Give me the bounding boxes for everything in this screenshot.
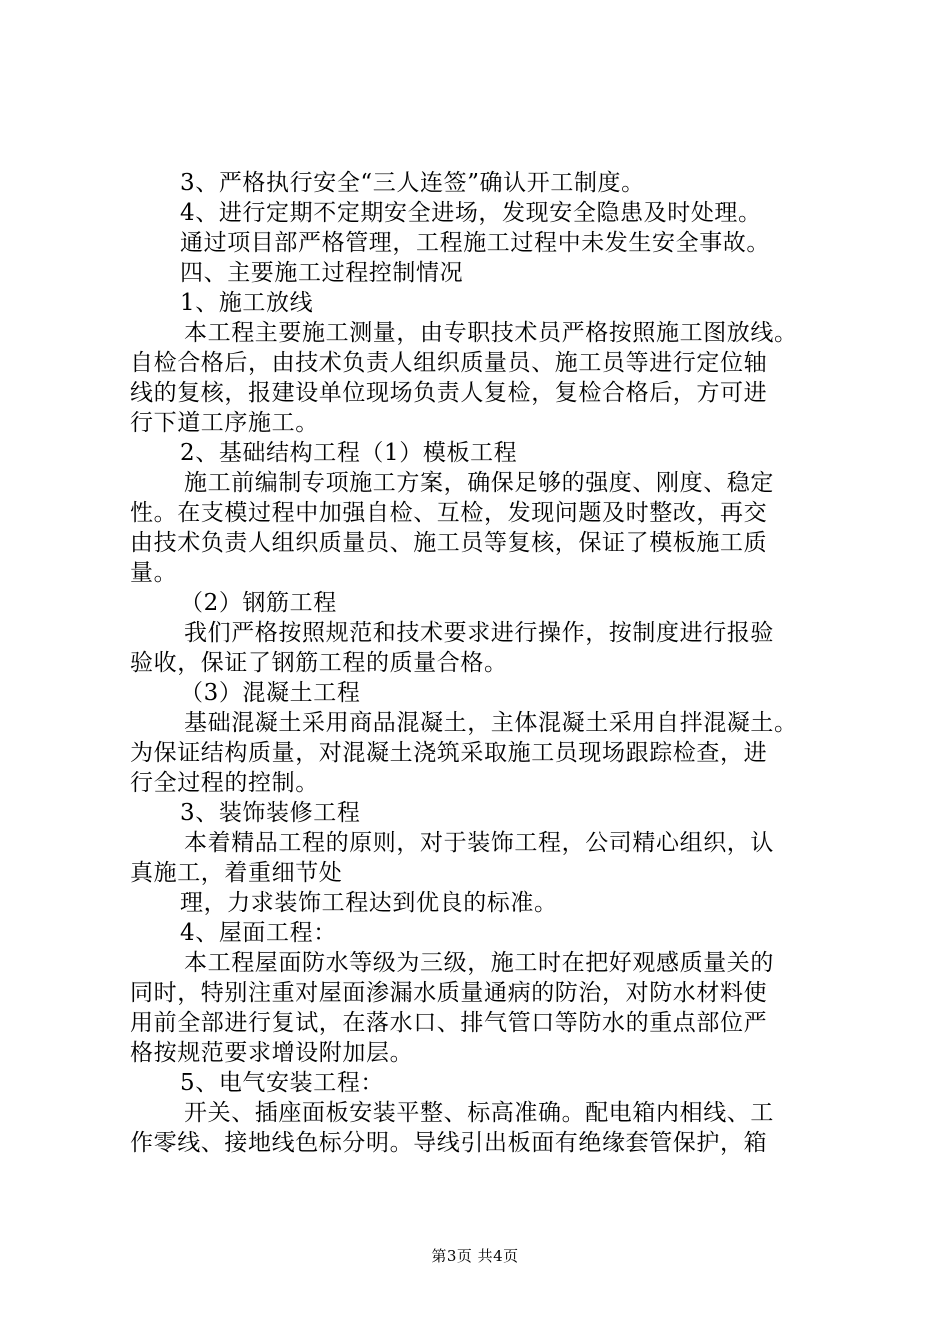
paragraph-line: 格按规范要求增设附加层。 — [130, 1040, 414, 1066]
subsection-heading: 4、屋面工程： — [180, 920, 337, 946]
paragraph-line: 4、进行定期不定期安全进场，发现安全隐患及时处理。 — [180, 200, 762, 226]
document-body — [130, 168, 835, 1158]
page-number-footer: 第3页 共4页 — [431, 1247, 519, 1265]
paragraph-line: 理，力求装饰工程达到优良的标准。 — [180, 890, 558, 916]
paragraph-line: 线的复核，报建设单位现场负责人复检，复检合格后，方可进 — [130, 380, 768, 406]
paragraph-line: 3、严格执行安全“三人连签”确认开工制度。 — [180, 170, 645, 196]
subsection-heading: 5、电气安装工程： — [180, 1070, 385, 1096]
paragraph-line: 本着精品工程的原则，对于装饰工程，公司精心组织，认 — [184, 830, 774, 856]
paragraph-line: 作零线、接地线色标分明。导线引出板面有绝缘套管保护，箱 — [130, 1130, 768, 1156]
paragraph-line: 基础混凝土采用商品混凝土，主体混凝土采用自拌混凝土。 — [184, 710, 798, 736]
subsection-heading: 3、装饰装修工程 — [180, 800, 361, 826]
subsection-heading: （3）混凝土工程 — [180, 680, 361, 706]
paragraph-line: 自检合格后，由技术负责人组织质量员、施工员等进行定位轴 — [130, 350, 768, 376]
section-heading: 四、主要施工过程控制情况 — [180, 260, 464, 286]
paragraph-line: 性。在支模过程中加强自检、互检，发现问题及时整改，再交 — [130, 500, 768, 526]
subsection-heading: 2、基础结构工程（1）模板工程 — [180, 440, 518, 466]
paragraph-line: 用前全部进行复试，在落水口、排气管口等防水的重点部位严 — [130, 1010, 768, 1036]
paragraph-line: 我们严格按照规范和技术要求进行操作，按制度进行报验 — [184, 620, 774, 646]
paragraph-line: 真施工，着重细节处 — [130, 860, 343, 886]
paragraph-line: 由技术负责人组织质量员、施工员等复核，保证了模板施工质 — [130, 530, 768, 556]
paragraph-line: 为保证结构质量，对混凝土浇筑采取施工员现场跟踪检查，进 — [130, 740, 768, 766]
paragraph-line: 量。 — [130, 560, 178, 586]
paragraph-line: 行下道工序施工。 — [130, 410, 319, 436]
paragraph-line: 验收，保证了钢筋工程的质量合格。 — [130, 650, 508, 676]
paragraph-line: 施工前编制专项施工方案，确保足够的强度、刚度、稳定 — [184, 470, 774, 496]
paragraph-line: 本工程主要施工测量，由专职技术员严格按照施工图放线。 — [184, 320, 798, 346]
paragraph-line: 同时，特别注重对屋面渗漏水质量通病的防治，对防水材料使 — [130, 980, 768, 1006]
paragraph-line: 开关、插座面板安装平整、标高准确。配电箱内相线、工 — [184, 1100, 774, 1126]
paragraph-line: 行全过程的控制。 — [130, 770, 319, 796]
subsection-heading: （2）钢筋工程 — [180, 590, 337, 616]
subsection-heading: 1、施工放线 — [180, 290, 314, 316]
paragraph-line: 本工程屋面防水等级为三级，施工时在把好观感质量关的 — [184, 950, 774, 976]
paragraph-line: 通过项目部严格管理，工程施工过程中未发生安全事故。 — [180, 230, 770, 256]
